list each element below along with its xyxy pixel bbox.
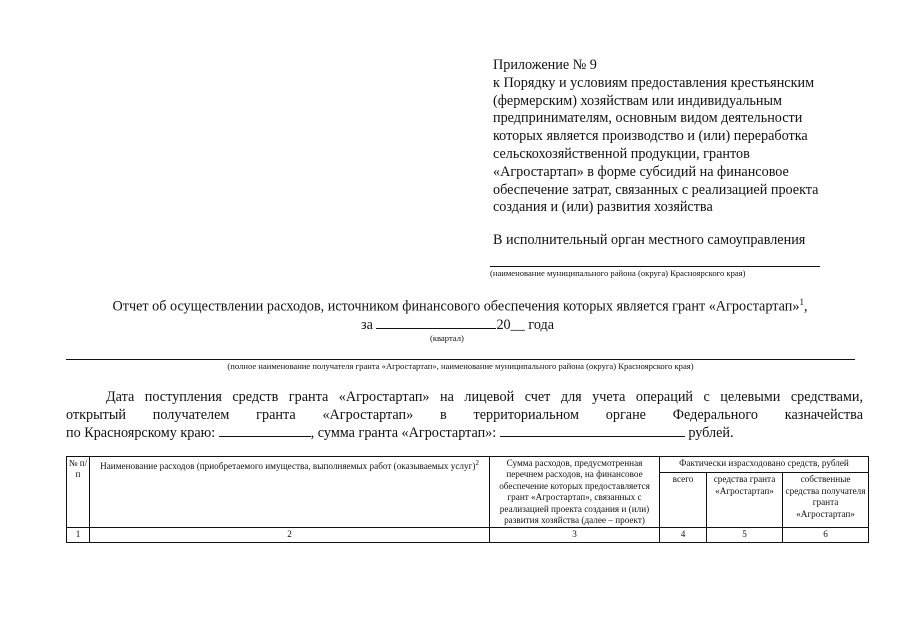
- paragraph-text: по Красноярскому краю:: [66, 425, 216, 441]
- receipt-paragraph: [66, 388, 863, 442]
- table-row: [67, 528, 869, 542]
- za-label: за: [361, 317, 373, 333]
- appendix-line: «Агростартап» в форме субсидий на финансовое: [493, 163, 789, 180]
- recipient-blank-line[interactable]: [490, 266, 820, 267]
- table-cell: 6: [783, 528, 869, 542]
- paragraph-line: [66, 424, 863, 442]
- appendix-line: которых является производство и (или) переработка: [493, 128, 808, 145]
- paragraph-text: , сумма гранта «Агростартап»:: [310, 425, 497, 441]
- appendix-line: предпринимателям, основным видом деятельности: [493, 110, 803, 127]
- footnote-marker: 1: [799, 297, 804, 307]
- header-cell-actual: Фактически израсходовано средств, рублей: [660, 457, 869, 473]
- appendix-line: к Порядку и условиям предоставления крестьянским: [493, 74, 815, 91]
- appendix-line: (фермерским) хозяйствам или индивидуальным: [493, 92, 782, 109]
- quarter-caption: (квартал): [430, 333, 464, 343]
- period-line: [361, 315, 554, 334]
- header-name-text: Наименование расходов (приобретаемого имущества, выполняемых работ (оказываемых услуг): [100, 461, 476, 472]
- recipient-caption: (наименование муниципального района (округа) Красноярского края): [490, 268, 746, 278]
- footnote-marker: 2: [475, 459, 479, 467]
- appendix-line: Приложение № 9: [493, 57, 597, 73]
- paragraph-line: открытый получателем гранта «Агростартап» в территориальном органе Федерального казначейства: [66, 407, 863, 423]
- table-cell: 3: [490, 528, 660, 542]
- recipient-name-caption: (полное наименование получателя гранта «Агростартап», наименование муниципального района (округа) Красноярского края): [227, 361, 694, 371]
- table-cell: 1: [67, 528, 90, 542]
- appendix-line: обеспечение затрат, связанных с реализацией проекта: [493, 181, 819, 198]
- header-cell-number: № п/п: [67, 457, 90, 528]
- table-cell: 4: [660, 528, 707, 542]
- appendix-header: [493, 57, 863, 217]
- report-title-text: Отчет об осуществлении расходов, источником финансового обеспечения которых является грант «Агростартап»: [112, 298, 800, 315]
- receipt-date-blank[interactable]: [219, 424, 311, 437]
- table-cell: 5: [707, 528, 783, 542]
- report-title: [60, 297, 860, 316]
- recipient-name-blank-line[interactable]: [66, 359, 855, 360]
- header-cell-grant: средства гранта «Агростартап»: [707, 473, 783, 528]
- report-title-comma: ,: [803, 298, 808, 315]
- quarter-blank[interactable]: [376, 315, 496, 329]
- appendix-line: сельскохозяйственной продукции, грантов: [493, 145, 750, 162]
- recipient-line: В исполнительный орган местного самоуправления: [493, 232, 806, 248]
- header-cell-total: всего: [660, 473, 707, 528]
- header-cell-name: [90, 457, 490, 528]
- table-header-row: [67, 457, 869, 473]
- table-cell: 2: [90, 528, 490, 542]
- appendix-line: создания и (или) развития хозяйства: [493, 199, 713, 216]
- header-cell-own: собственные средства получателя гранта «Агростартап»: [783, 473, 869, 528]
- expense-table: [66, 456, 869, 543]
- paragraph-text: рублей.: [688, 425, 734, 441]
- header-cell-sum: Сумма расходов, предусмотренная перечнем расходов, на финансовое обеспечение которых предоставляется грант «Агростартап», связанных с реализацией проекта создания и (или) развития хозяйства (далее – проект): [490, 457, 660, 528]
- paragraph-line: Дата поступления средств гранта «Агростартап» на лицевой счет для учета операций с целевыми средствами,: [106, 389, 863, 405]
- grant-amount-blank[interactable]: [500, 424, 685, 437]
- year-label: 20__ года: [496, 317, 555, 333]
